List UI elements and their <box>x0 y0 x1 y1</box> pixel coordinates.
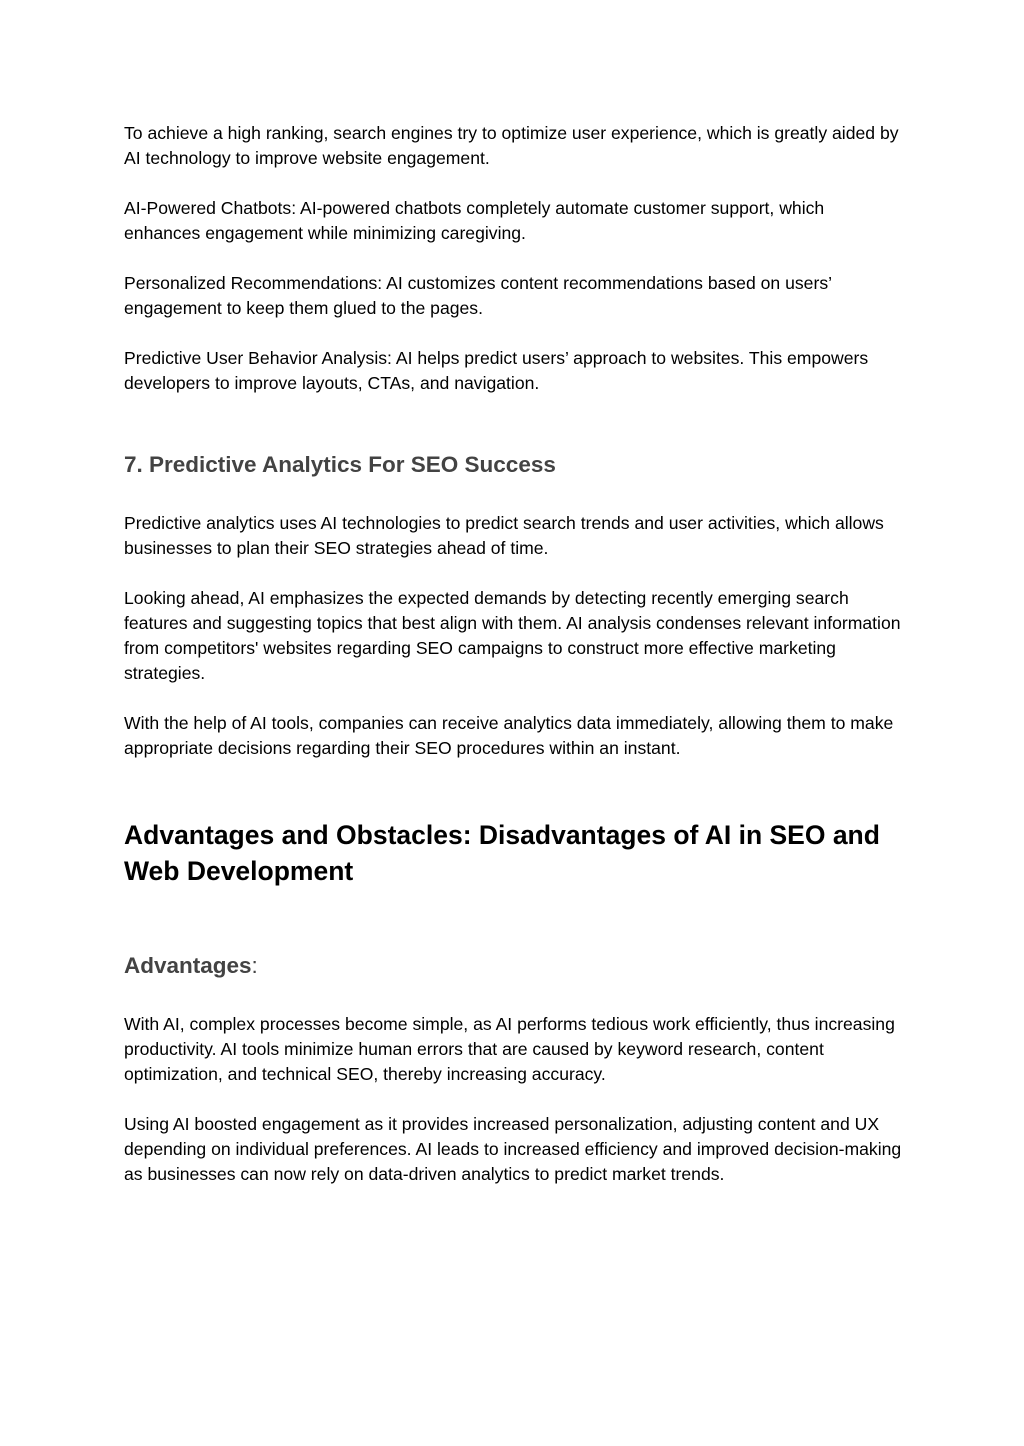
chatbots-paragraph: AI-Powered Chatbots: AI-powered chatbots completely automate customer support, which enhances engagement while minimizing caregiving. <box>124 198 825 243</box>
looking-ahead-paragraph: Looking ahead, AI emphasizes the expected demands by detecting recently emerging search features and suggesting topics that best align with them. AI analysis condenses relevant information from competitors' websites regarding SEO campaigns to construct more effective marketing strategies. <box>124 588 901 683</box>
advantages-paragraph-2: Using AI boosted engagement as it provides increased personalization, adjusting content and UX depending on individual preferences. AI leads to increased efficiency and improved decision-making as businesses can now rely on data-driven analytics to predict market trends. <box>124 1114 902 1184</box>
advantages-heading-colon: : <box>251 953 258 978</box>
intro-paragraph: To achieve a high ranking, search engines try to optimize user experience, which is greatly aided by AI technology to improve website engagement. <box>124 123 899 168</box>
main-heading: Advantages and Obstacles: Disadvantages of AI in SEO and Web Development <box>124 820 880 886</box>
recommendations-paragraph: Personalized Recommendations: AI customizes content recommendations based on users’ engagement to keep them glued to the pages. <box>124 273 832 318</box>
predictive-analytics-paragraph: Predictive analytics uses AI technologies to predict search trends and user activities, which allows businesses to plan their SEO strategies ahead of time. <box>124 513 884 558</box>
behavior-analysis-paragraph: Predictive User Behavior Analysis: AI helps predict users’ approach to websites. This empowers developers to improve layouts, CTAs, and navigation. <box>124 348 869 393</box>
advantages-paragraph-1: With AI, complex processes become simple, as AI performs tedious work efficiently, thus increasing productivity. AI tools minimize human errors that are caused by keyword research, content optimization, and technical SEO, thereby increasing accuracy. <box>124 1014 895 1084</box>
advantages-heading <box>124 951 904 981</box>
section-7-heading: 7. Predictive Analytics For SEO Success <box>124 452 556 477</box>
ai-tools-paragraph: With the help of AI tools, companies can receive analytics data immediately, allowing them to make appropriate decisions regarding their SEO procedures within an instant. <box>124 713 894 758</box>
advantages-heading-text: Advantages <box>124 953 252 978</box>
document-content <box>124 121 904 1187</box>
